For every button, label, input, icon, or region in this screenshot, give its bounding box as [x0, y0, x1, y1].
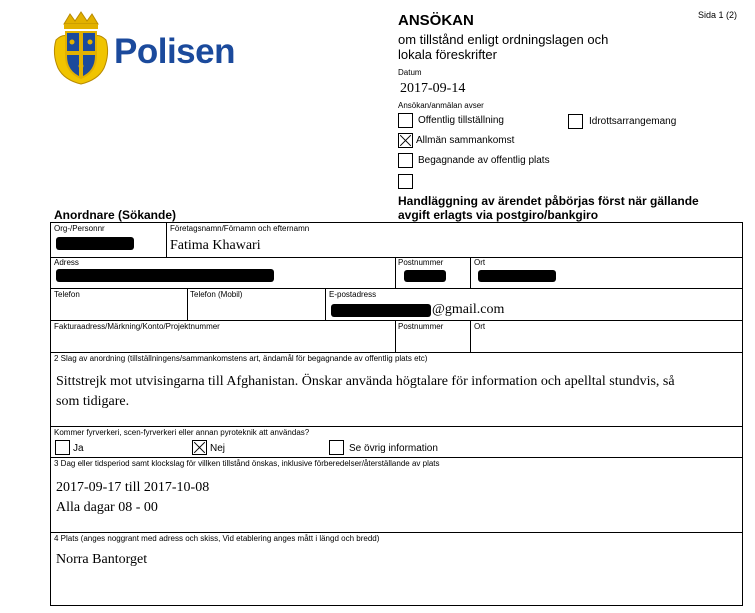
fireworks-option-label: Ja [73, 443, 84, 454]
section4-value[interactable]: Norra Bantorget [56, 552, 148, 567]
adress-label: Adress [54, 258, 79, 267]
faktura-ort-label: Ort [474, 322, 486, 331]
notice-line1: Handläggning av ärendet påbörjas först när gällande [398, 194, 699, 208]
section4-label: 4 Plats (anges noggrant med adress och skiss, Vid etablering anges mått i längd och bredd) [54, 534, 380, 543]
checkbox-other[interactable] [398, 174, 413, 189]
fireworks-option-label: Nej [210, 443, 226, 454]
avser-label: Ansökan/anmälan avser [398, 101, 484, 110]
orgnr-label: Org-/Personnr [54, 224, 105, 233]
option-label: Begagnande av offentlig plats [418, 155, 550, 166]
checkbox-fireworks-nej[interactable] [192, 440, 207, 455]
section2-line2[interactable]: som tidigare. [56, 394, 130, 409]
page-number: Sida 1 (2) [697, 10, 737, 20]
mobil-label: Telefon (Mobil) [190, 290, 243, 299]
notice-line2: avgift erlagts via postgiro/bankgiro [398, 208, 599, 222]
email-value[interactable]: @gmail.com [432, 302, 505, 317]
fireworks-label: Kommer fyrverkeri, scen-fyrverkeri eller annan pyroteknik att användas? [54, 428, 310, 437]
email-redacted [331, 304, 431, 317]
checkbox-allman-sammankomst[interactable] [398, 133, 413, 148]
postnummer-label: Postnummer [398, 258, 444, 267]
checkbox-offentlig-tillstallning[interactable] [398, 113, 413, 128]
orgnr-redacted [56, 237, 134, 250]
section3-label: 3 Dag eller tidsperiod samt klockslag för villken tillstånd önskas, inklusive förberedelser/återställande av plats [54, 459, 440, 468]
email-label: E-postadress [329, 290, 377, 299]
name-value[interactable]: Fatima Khawari [170, 238, 261, 253]
ort-redacted [478, 270, 556, 282]
section3-line2[interactable]: Alla dagar 08 - 00 [56, 500, 158, 515]
faktura-label: Fakturaadress/Märkning/Konto/Projektnummer [54, 322, 220, 331]
postnummer-redacted [404, 270, 446, 282]
faktura-postnummer-label: Postnummer [398, 322, 444, 331]
subtitle-line2: lokala föreskrifter [398, 47, 497, 62]
logo-text: Polisen [114, 32, 235, 71]
checkbox-fireworks-ovrig[interactable] [329, 440, 344, 455]
fireworks-option-label: Se övrig information [349, 443, 438, 454]
name-label: Företagsnamn/Förnamn och efternamn [170, 224, 310, 233]
checkbox-idrottsarrangemang[interactable] [568, 114, 583, 129]
page-title: ANSÖKAN [398, 12, 474, 29]
option-label: Allmän sammankomst [416, 135, 515, 146]
checkbox-fireworks-ja[interactable] [55, 440, 70, 455]
section3-line1[interactable]: 2017-09-17 till 2017-10-08 [56, 480, 210, 495]
telefon-label: Telefon [54, 290, 80, 299]
checkbox-begagnande[interactable] [398, 153, 413, 168]
subtitle-line1: om tillstånd enligt ordningslagen och [398, 32, 609, 47]
adress-redacted [56, 269, 274, 282]
ort-label: Ort [474, 258, 486, 267]
section2-line1[interactable]: Sittstrejk mot utvisingarna till Afghanistan. Önskar använda högtalare för information och apelltal stundvis, så [56, 374, 675, 389]
datum-label: Datum [398, 68, 422, 77]
crest-icon [50, 10, 112, 86]
option-label: Offentlig tillställning [418, 115, 504, 126]
option-label: Idrottsarrangemang [589, 116, 677, 127]
datum-value[interactable]: 2017-09-14 [400, 81, 466, 96]
section-heading-anordnare: Anordnare (Sökande) [54, 208, 177, 222]
section2-label: 2 Slag av anordning (tillställningens/sammankomstens art, ändamål för begagnande av offentlig plats etc) [54, 354, 428, 363]
